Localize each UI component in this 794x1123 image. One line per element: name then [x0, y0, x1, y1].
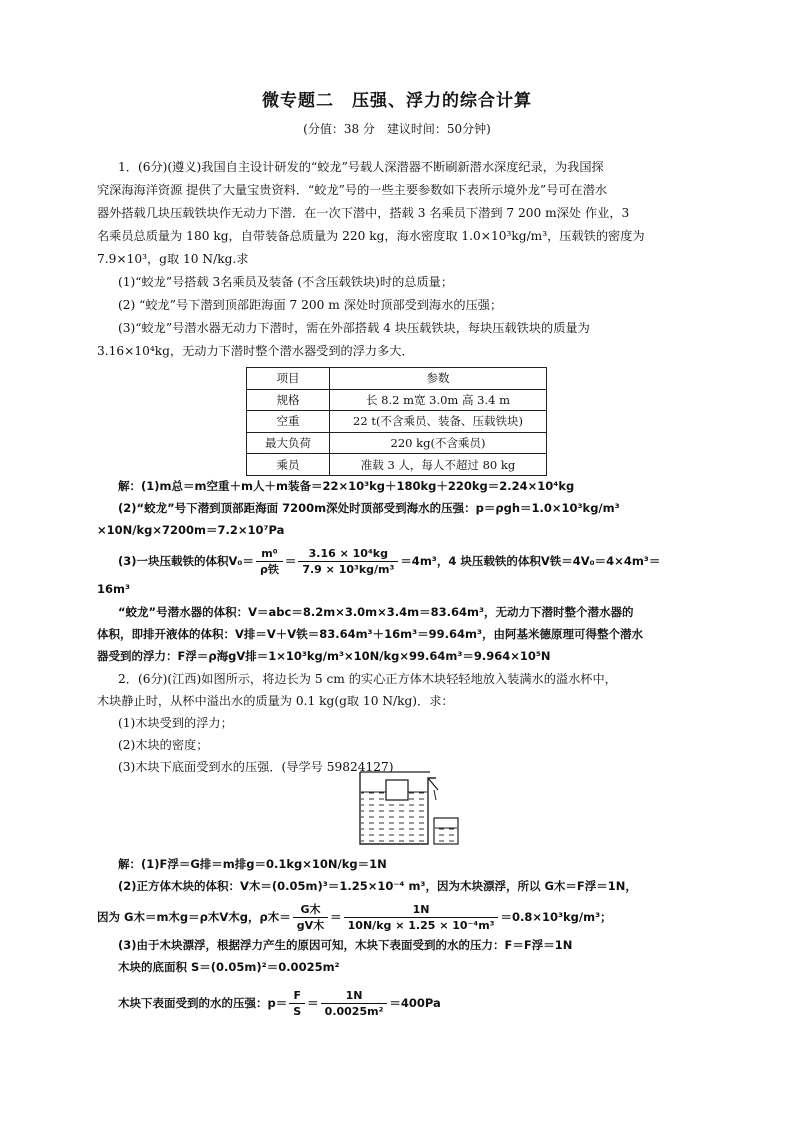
a1-line-2: (2)“蛟龙”号下潜到顶部距海面 7200m深处时顶部受到海水的压强：p＝ρgh＝1.0×10³kg/m³ [118, 501, 620, 515]
a2-line-5: 木块的底面积 S＝(0.05m)²＝0.0025m² [118, 960, 340, 974]
q1-line-3: 器外搭载几块压载铁块作无动力下潜．在一次下潜中，搭载 3 名乘员下潜到 7 200 m深处 作业，3 [97, 206, 630, 220]
fraction [321, 988, 388, 1019]
a2-line-6 [118, 988, 441, 1019]
a1-line-7: 体积，即排开液体的体积：V排＝V＋V铁＝83.64m³＋16m³＝99.64m³，由阿基米德原理可得整个潜水 [97, 627, 644, 641]
equals-sign: ＝ [284, 554, 297, 568]
q2-sub-3: (3)木块下底面受到水的压强．(导学号 59824127) [118, 760, 394, 774]
parameter-table [246, 367, 547, 476]
a1-line-4-post: ＝4m³，4 块压载铁的体积V铁＝4V₀＝4×4m³＝ [400, 554, 661, 568]
fraction-denominator: ρ铁 [259, 563, 279, 576]
table-cell: 长 8.2 m宽 3.0m 高 3.4 m [330, 389, 547, 411]
table-header-cell: 项目 [247, 368, 330, 390]
q1-sub-3a: (3)“蛟龙”号潜水器无动力下潜时，需在外部搭载 4 块压载铁块，每块压载铁块的质量为 [118, 321, 590, 335]
fraction-denominator: 7.9 × 10³kg/m³ [302, 563, 395, 576]
table-header-cell: 参数 [330, 368, 547, 390]
fraction [293, 902, 328, 933]
fraction-numerator: m⁰ [256, 546, 283, 562]
q1-sub-1: (1)“蛟龙”号搭载 3名乘员及装备 (不含压载铁块)时的总质量； [118, 275, 454, 289]
table-cell: 规格 [247, 389, 330, 411]
page-subtitle: (分值：38 分 建议时间：50分钟) [303, 122, 491, 136]
a2-line-4: (3)由于木块漂浮，根据浮力产生的原因可知，木块下表面受到的水的压力：F＝F浮＝1N [118, 938, 573, 952]
fraction-numerator: 1N [344, 902, 499, 918]
fraction [298, 546, 398, 577]
fraction-denominator: 10N/kg × 1.25 × 10⁻⁴m³ [347, 919, 495, 932]
small-cup-water [435, 828, 457, 843]
a1-line-4 [118, 546, 660, 577]
table-cell: 220 kg(不含乘员) [330, 432, 547, 454]
q1-sub-2: (2) “蛟龙”号下潜到顶部距海面 7 200 m 深处时顶部受到海水的压强； [118, 298, 503, 312]
q2-sub-1: (1)木块受到的浮力； [118, 716, 233, 730]
table-cell: 乘员 [247, 454, 330, 476]
fraction-numerator: 1N [321, 988, 388, 1004]
wooden-block [386, 780, 408, 800]
page-title: 微专题二 压强、浮力的综合计算 [262, 91, 532, 111]
fraction [289, 988, 305, 1019]
a2-line-6-pre: 木块下表面受到的水的压强：p＝ [118, 996, 288, 1010]
a2-line-3-pre: 因为 G木＝m木g＝ρ木V木g，ρ木＝ [97, 910, 291, 924]
a1-line-3: ×10N/kg×7200m＝7.2×10⁷Pa [97, 523, 285, 537]
table-cell: 准载 3 人，每人不超过 80 kg [330, 454, 547, 476]
q1-line-2: 究深海海洋资源 提供了大量宝贵资料．“蛟龙”号的一些主要参数如下表所示境外龙”号可在潜水 [97, 183, 608, 197]
a1-line-4-pre: (3)一块压载铁的体积V₀＝ [118, 554, 254, 568]
fraction [256, 546, 283, 577]
table-header-row [247, 368, 547, 390]
q1-line-4: 名乘员总质量为 180 kg，自带装备总质量为 220 kg，海水密度取 1.0×10³kg/m³，压载铁的密度为 [97, 229, 645, 243]
a2-line-3 [97, 902, 612, 933]
q2-sub-2: (2)木块的密度； [118, 738, 209, 752]
a1-line-8: 器受到的浮力：F浮＝ρ海gV排＝1×10³kg/m³×10N/kg×99.64m³＝9.964×10⁵N [97, 649, 551, 663]
a1-line-6: “蛟龙”号潜水器的体积：V＝abc＝8.2m×3.0m×3.4m＝83.64m³，无动力下潜时整个潜水器的 [118, 605, 634, 619]
fraction-numerator: F [289, 988, 305, 1004]
table-row [247, 432, 547, 454]
equals-sign: ＝ [307, 996, 319, 1010]
a2-line-3-post: ＝0.8×10³kg/m³； [500, 910, 612, 924]
table-cell: 最大负荷 [247, 432, 330, 454]
table-cell: 空重 [247, 411, 330, 433]
equals-sign: ＝ [330, 910, 342, 924]
fraction-denominator: S [293, 1005, 302, 1018]
q1-line-5: 7.9×10³，g取 10 N/kg.求 [97, 252, 249, 266]
table-row [247, 454, 547, 476]
table-row [247, 411, 547, 433]
q2-line-2: 木块静止时，从杯中溢出水的质量为 0.1 kg(g取 10 N/kg)．求： [97, 694, 454, 708]
fraction-numerator: G木 [293, 902, 328, 918]
a1-line-1: 解：(1)m总＝m空重＋m人＋m装备＝22×10³kg＋180kg＋220kg＝2.24×10⁴kg [118, 479, 575, 493]
q1-sub-3b: 3.16×10⁴kg，无动力下潜时整个潜水器受到的浮力多大． [97, 344, 414, 358]
a2-line-2: (2)正方体木块的体积：V木＝(0.05m)³＝1.25×10⁻⁴ m³，因为木块漂浮，所以 G木＝F浮＝1N， [118, 879, 637, 893]
fraction-numerator: 3.16 × 10⁴kg [298, 546, 398, 562]
a2-line-6-post: ＝400Pa [389, 996, 441, 1010]
a2-line-1: 解：(1)F浮＝G排＝m排g＝0.1kg×10N/kg＝1N [118, 857, 387, 871]
fraction-denominator: 0.0025m² [324, 1005, 384, 1018]
table-cell: 22 t(不含乘员、装备、压载铁块) [330, 411, 547, 433]
fraction-denominator: gV木 [296, 919, 325, 932]
a1-line-5: 16m³ [97, 582, 131, 596]
overflow-cup-figure [358, 766, 464, 848]
fraction [344, 902, 499, 933]
q1-line-1: 1．(6分)(遵义)我国自主设计研发的“蛟龙”号载人深潜器不断刷新潜水深度纪录，为我国探 [118, 160, 604, 174]
table-row [247, 389, 547, 411]
q2-line-1: 2．(6分)(江西)如图所示，将边长为 5 cm 的实心正方体木块轻轻地放入装满水的溢水杯中， [118, 672, 617, 686]
